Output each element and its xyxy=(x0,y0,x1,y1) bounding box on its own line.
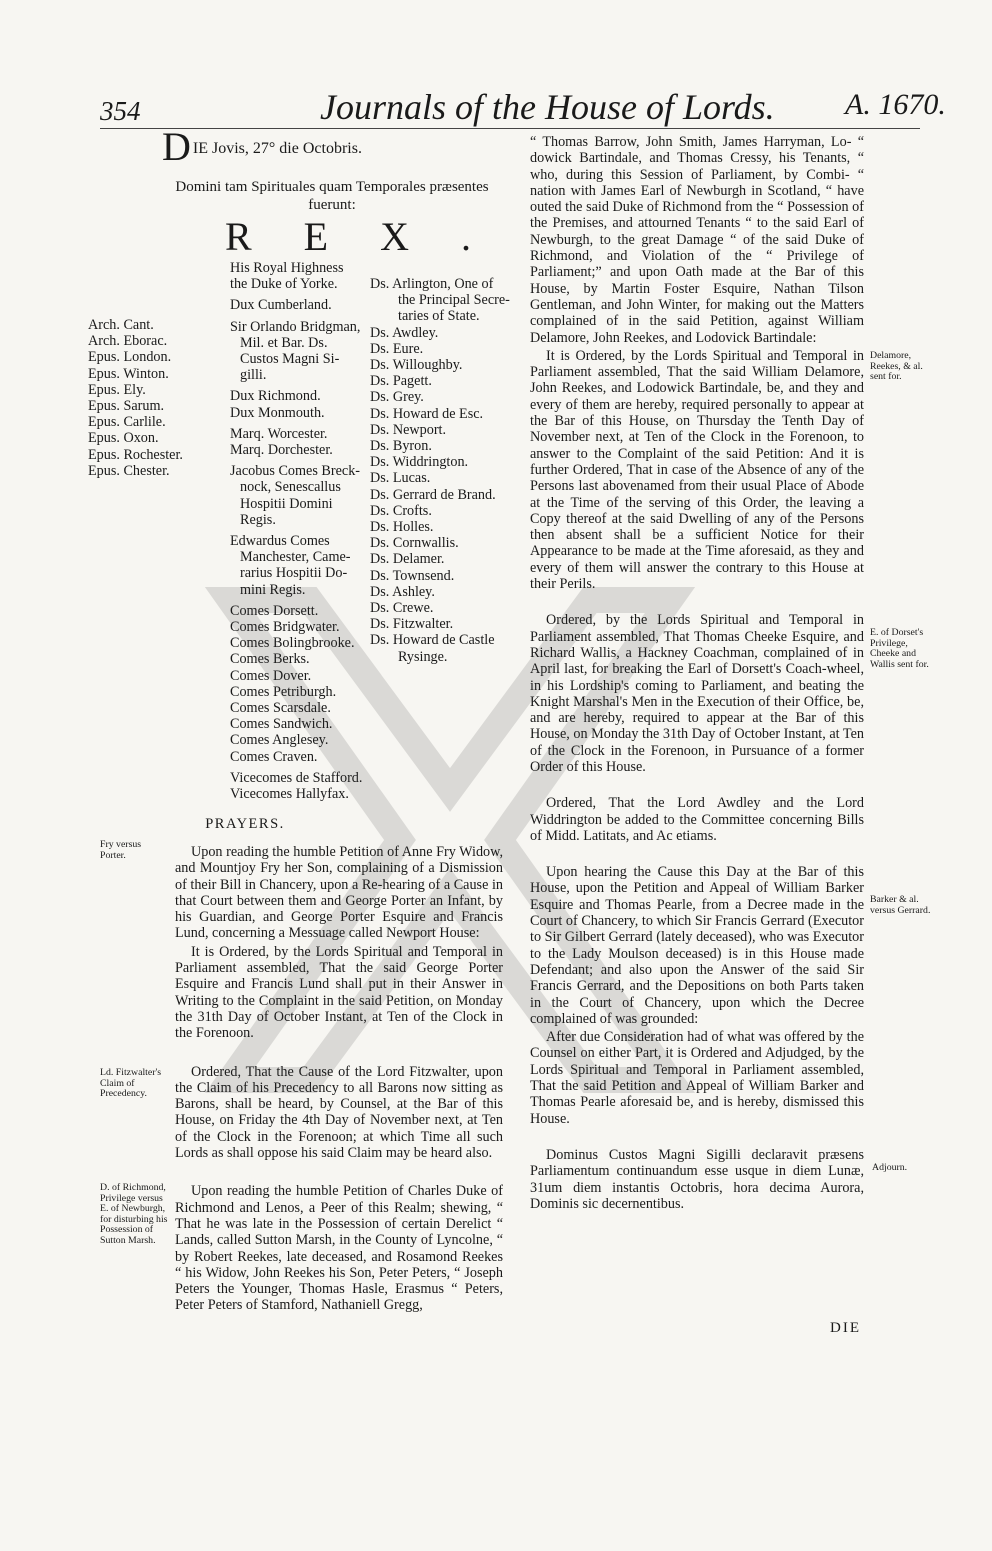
fry-petition: Upon reading the humble Petition of Anne Fry Widow, and Mountjoy Fry her Son, complaining of a Dismission of their Bill in Chancery, upon a Re-hearing of a Cause in that Court between them and George Porter an Infant, by his Guardian, and George Porter Esquire and Francis Lund, concerning a Messuage called Newport House: xyxy=(175,844,503,942)
lord-left-entry: mini Regis. xyxy=(240,581,306,598)
adjournment: Dominus Custos Magni Sigilli declaravit præsens Parliamentum continuandum esse usque in diem Lunæ, 31um diem instantis Octobris, hora decima Aurora, Dominis sic decernentibus. xyxy=(530,1146,864,1212)
lord-left-entry: nock, Senescallus xyxy=(240,479,341,496)
bishop-entry: Epus. Sarum. xyxy=(88,398,165,415)
lord-right-entry: Ds. Grey. xyxy=(370,389,424,406)
lord-left-entry: Marq. Worcester. xyxy=(230,425,328,442)
richmond-petition: Upon reading the humble Petition of Charles Duke of Richmond and Lenos, a Peer of this Realm; shewing, “ That he was late in the Possession of certain Derelict “ Lands, called Sutton Marsh, in the County of Lyncolne, “ by Robert Reekes, late deceased, and Rosamond Reekes “ his Widow, John Reekes his Son, Peter Peters, “ Joseph Peters the Younger, Thomas Hasle, Erasmus “ Peters, Peter Peters of Stamford, Nathaniell Gregg, xyxy=(175,1183,503,1314)
margin-note-fitzwalter: Ld. Fitzwalter's Claim of Precedency. xyxy=(100,1067,162,1100)
fry-order: It is Ordered, by the Lords Spiritual and Temporal in Parliament assembled, That the said George Porter Esquire and Francis Lund shall put in their Answer in Writing to the Complaint in the said Petition, on Monday the 31th Day of October Instant, at Ten of the Clock in the Forenoon. xyxy=(175,943,503,1042)
prayers-heading: PRAYERS. xyxy=(205,816,285,832)
bishop-entry: Epus. London. xyxy=(88,349,172,366)
lord-right-entry: Ds. Widdrington. xyxy=(370,454,469,471)
watermark-cross-icon xyxy=(170,560,730,1120)
lord-right-entry: Ds. Townsend. xyxy=(370,567,455,584)
lord-left-entry: Dux Cumberland. xyxy=(230,297,332,314)
lord-right-entry: Ds. Holles. xyxy=(370,519,434,536)
bishop-entry: Epus. Winton. xyxy=(88,365,169,382)
richmond-petition-continued: “ Thomas Barrow, John Smith, James Harryman, Lo- “ dowick Bartindale, and Thomas Cressy, his Tenants, “ who, during this Session of Parliament, by Combi- “ nation with James Earl of Newburgh in Scotland, “ have outed the said Duke of Richmond from the “ Possession of the Premises, and attourned Tenants “ to the said Earl of Newburgh, to the great Damage “ of the said Duke of Richmond, and Violation of the “ Privilege of Parliament;” and upon Oath made at the Bar of this House, by Martin Foster Esquire, Nathan Tilson Gentleman, and John Winter, for making out the Matters complained of in the said Petition, against William Delamore, John Reekes, and Lodovick Bartindale: xyxy=(530,134,864,346)
bishop-entry: Epus. Oxon. xyxy=(88,430,159,447)
bishop-entry: Epus. Chester. xyxy=(88,462,170,479)
margin-note-dorset: E. of Dorset's Privilege, Cheeke and Wallis sent for. xyxy=(870,627,929,670)
lord-left-entry: Comes Bridgwater. xyxy=(230,619,340,636)
lord-right-entry: Ds. Pagett. xyxy=(370,373,432,390)
lord-left-entry: gilli. xyxy=(240,367,267,384)
lord-right-entry: Ds. Lucas. xyxy=(370,470,431,487)
journal-title: Journals of the House of Lords. xyxy=(320,87,775,127)
lord-right-entry: Ds. Awdley. xyxy=(370,324,439,341)
delamore-order: It is Ordered, by the Lords Spiritual and Temporal in Parliament assembled, That the said William Delamore, John Reekes, and Lodowick Bartindale, be, and they and every of them are hereby, required personally to appear at the Bar of this House, on Thursday the Tenth Day of November next, at Ten of the Clock in the Forenoon, to answer to the Complaint of the said Petition: And it is further Ordered, That in case of the Absence of any of the Persons last abovenamed from their usual Place of Abode at the Time of the serving of this Order, the leaving a Copy thereof at the said Dwelling of any of the Persons then absent shall be a sufficient Notice for their Appearance to be made at the Time aforesaid, as they and every of them will answer the contrary to this House at their Perils. xyxy=(530,347,864,593)
barker-order: After due Consideration had of what was offered by the Counsel on either Part, it is Ordered and Adjudged, by the Lords Spiritual and Temporal in Parliament assembled, That the said Petition and Appeal of William Barker and Thomas Pearle aforesaid be, and is hereby, dismissed this House. xyxy=(530,1029,864,1127)
lord-left-entry: Hospitii Domini xyxy=(240,495,333,512)
lord-right-entry: Ds. Willoughby. xyxy=(370,357,463,374)
lord-left-entry: Comes Dover. xyxy=(230,667,312,684)
catchword: DIE xyxy=(830,1320,861,1336)
lord-left-entry: Jacobus Comes Breck- xyxy=(230,463,361,480)
present-line-2: fuerunt: xyxy=(308,197,356,213)
lord-right-entry: Ds. Crewe. xyxy=(370,600,434,617)
lord-left-entry: His Royal Highness xyxy=(230,260,344,276)
lord-left-entry: Vicecomes Hallyfax. xyxy=(230,786,349,803)
lord-left-entry: Comes Berks. xyxy=(230,651,310,668)
present-line-1: Domini tam Spirituales quam Temporales præsentes xyxy=(175,179,489,195)
fitzwalter-order: Ordered, That the Cause of the Lord Fitzwalter, upon the Claim of his Precedency to all Barons now sitting as Barons, shall be heard, by Counsel, at the Bar of this House, on Friday the 4th Day of November next, at Ten of the Clock in the Forenoon; at which Time all such Lords as shall oppose his said Claim may be heard also. xyxy=(175,1063,503,1162)
barker-hearing: Upon hearing the Cause this Day at the Bar of this House, upon the Petition and Appeal of William Barker Esquire and Thomas Pearle, from a Decree made in the Court of Chancery, to which Sir Francis Gerrard (Executor to Sir Gilbert Gerrard (lately deceased), who was Executor to the Lady Moulson deceased) is in this House made Defendant; and also upon the Answer of the said Sir Francis Gerrard, and the Depositions on both Parts taken in the Court of Chancery, upon which the Decree complained of was grounded: xyxy=(530,864,864,1027)
lord-left-entry: Dux Monmouth. xyxy=(230,404,325,421)
lord-right-entry: Ds. Cornwallis. xyxy=(370,535,459,552)
dorset-order: Ordered, by the Lords Spiritual and Temporal in Parliament assembled, That Thomas Cheeke Esquire, and Richard Wallis, a Hackney Coachman, complained of in April last, for breaking the Earl of Dorsett's Coach-wheel, in his Lordship's coming to Parliament, and beating the Knight Marshal's Men in the Execution of their Office, be, and are hereby, required to appear at the Bar of this House, on Monday the 31th Day of October Instant, at Ten of the Clock in the Forenoon, in Pursuance of a former Order of this House. xyxy=(530,612,864,775)
header-rule xyxy=(100,128,920,129)
margin-note-fry: Fry versus Porter. xyxy=(100,839,142,861)
page-number: 354 xyxy=(100,96,141,126)
lord-left-entry: Dux Richmond. xyxy=(230,388,321,405)
lord-right-entry: Ds. Gerrard de Brand. xyxy=(370,486,496,503)
lord-right-entry: Ds. Eure. xyxy=(370,340,424,357)
bishop-entry: Epus. Ely. xyxy=(88,381,146,398)
lord-left-entry: Mil. et Bar. Ds. xyxy=(240,334,328,351)
lord-left-entry: Comes Petriburgh. xyxy=(230,683,337,700)
bishops-list xyxy=(88,317,228,479)
lord-right-entry: Ds. Byron. xyxy=(370,438,432,455)
lord-left-entry: the Duke of Yorke. xyxy=(230,276,338,293)
awdley-order: Ordered, That the Lord Awdley and the Lord Widdrington be added to the Committee concerning Bills of Midd. Latitats, and Ac etiams. xyxy=(530,795,864,844)
bishop-entry: Epus. Carlile. xyxy=(88,414,166,431)
date-text: IE Jovis, 27° die Octobris. xyxy=(192,140,362,157)
lord-left-entry: Manchester, Came- xyxy=(240,549,351,566)
lord-left-entry: Sir Orlando Bridgman, xyxy=(230,318,361,335)
lord-left-entry: Comes Scarsdale. xyxy=(230,700,331,717)
lord-left-entry: Regis. xyxy=(240,511,276,528)
drop-cap: D xyxy=(162,124,191,169)
lord-left-entry: Marq. Dorchester. xyxy=(230,442,333,459)
lord-right-entry: Ds. Fitzwalter. xyxy=(370,616,454,633)
lord-right-entry: Ds. Howard de Esc. xyxy=(370,405,484,422)
lord-left-entry: Custos Magni Si- xyxy=(240,351,340,368)
lord-right-entry: the Principal Secre- xyxy=(398,292,510,309)
lord-left-entry: Vicecomes de Stafford. xyxy=(230,769,363,786)
lord-left-entry: Edwardus Comes xyxy=(230,533,330,550)
lord-right-entry: taries of State. xyxy=(398,308,480,325)
bishop-entry: Arch. Eborac. xyxy=(88,333,168,350)
margin-note-barker: Barker & al. versus Gerrard. xyxy=(870,894,931,916)
lord-left-entry: Comes Anglesey. xyxy=(230,732,329,749)
margin-note-delamore: Delamore, Reekes, & al. sent for. xyxy=(870,350,923,383)
lord-right-entry: Ds. Newport. xyxy=(370,421,447,438)
lord-right-entry: Rysinge. xyxy=(398,648,448,665)
lord-right-entry: Ds. Ashley. xyxy=(370,583,435,600)
bishop-entry: Arch. Cant. xyxy=(88,317,154,333)
lord-left-entry: Comes Craven. xyxy=(230,748,318,765)
session-date xyxy=(162,124,492,169)
lord-right-entry: Ds. Delamer. xyxy=(370,551,445,568)
lord-right-entry: Ds. Arlington, One of xyxy=(370,276,494,292)
lord-left-entry: Comes Sandwich. xyxy=(230,716,333,733)
lord-right-entry: Ds. Crofts. xyxy=(370,502,432,519)
margin-note-richmond: D. of Richmond, Privilege versus E. of Newburgh, for disturbing his Possession of Sutton Marsh. xyxy=(100,1182,168,1246)
lord-left-entry: Comes Dorsett. xyxy=(230,602,319,619)
lord-left-entry: Comes Bolingbrooke. xyxy=(230,635,355,652)
lord-left-entry: rarius Hospitii Do- xyxy=(240,565,348,582)
bishop-entry: Epus. Rochester. xyxy=(88,446,183,463)
margin-note-adjourn: Adjourn. xyxy=(872,1162,908,1173)
year-label: A. 1670. xyxy=(845,88,946,121)
lord-right-entry: Ds. Howard de Castle xyxy=(370,632,495,649)
rex-heading: REX. xyxy=(225,214,523,259)
present-line xyxy=(168,178,496,214)
